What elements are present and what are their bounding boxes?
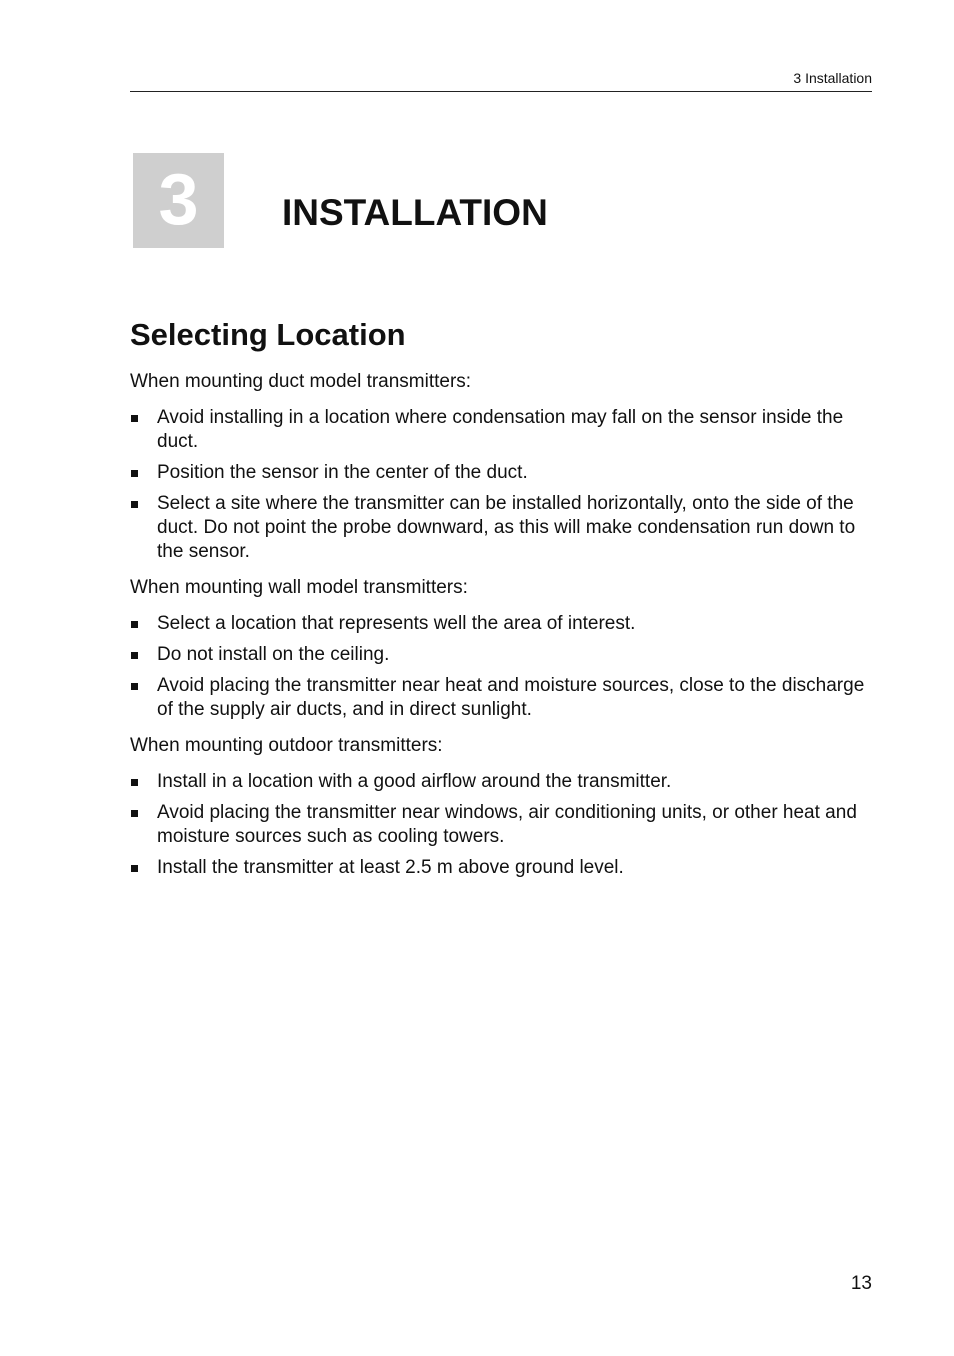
- chapter-number-box: 3: [133, 153, 224, 248]
- list-item: [130, 674, 872, 722]
- bullet-list-outdoor: [130, 770, 872, 880]
- list-item-text: Avoid installing in a location where condensation may fall on the sensor inside the duct.: [157, 407, 844, 452]
- list-item-text: Avoid placing the transmitter near heat and moisture sources, close to the discharge of the supply air ducts, and in direct sunlight.: [157, 675, 865, 720]
- list-item-text: Select a location that represents well the area of interest.: [157, 613, 636, 634]
- list-item-text: Install in a location with a good airflow around the transmitter.: [157, 771, 672, 792]
- list-item-text: Select a site where the transmitter can be installed horizontally, onto the side of the duct. Do not point the probe downward, as this will make condensation run down to the sensor.: [157, 493, 856, 562]
- bullet-list-duct: [130, 406, 872, 564]
- square-bullet-icon: [131, 865, 138, 872]
- list-item: [130, 770, 872, 794]
- list-item: [130, 461, 872, 485]
- chapter-title: INSTALLATION: [282, 192, 548, 233]
- list-item: [130, 612, 872, 636]
- square-bullet-icon: [131, 683, 138, 690]
- square-bullet-icon: [131, 810, 138, 817]
- running-header: 3 Installation: [793, 70, 872, 86]
- square-bullet-icon: [131, 779, 138, 786]
- page-content: [130, 314, 872, 892]
- bullet-list-wall: [130, 612, 872, 722]
- list-item-text: Do not install on the ceiling.: [157, 644, 390, 665]
- list-item-text: Install the transmitter at least 2.5 m above ground level.: [157, 857, 624, 878]
- list-item: [130, 492, 872, 564]
- square-bullet-icon: [131, 470, 138, 477]
- section-title: Selecting Location: [130, 317, 406, 352]
- list-item: [130, 643, 872, 667]
- list-item: [130, 856, 872, 880]
- list-item-text: Avoid placing the transmitter near windows, air conditioning units, or other heat and moisture sources such as cooling towers.: [157, 802, 857, 847]
- square-bullet-icon: [131, 652, 138, 659]
- group-intro-outdoor: When mounting outdoor transmitters:: [130, 735, 443, 756]
- page-number: 13: [850, 1273, 872, 1294]
- group-intro-wall: When mounting wall model transmitters:: [130, 577, 468, 598]
- square-bullet-icon: [131, 621, 138, 628]
- square-bullet-icon: [131, 415, 138, 422]
- list-item: [130, 801, 872, 849]
- list-item-text: Position the sensor in the center of the duct.: [157, 462, 528, 483]
- group-intro-duct: When mounting duct model transmitters:: [130, 371, 472, 392]
- list-item: [130, 406, 872, 454]
- square-bullet-icon: [131, 501, 138, 508]
- header-rule: [130, 91, 872, 92]
